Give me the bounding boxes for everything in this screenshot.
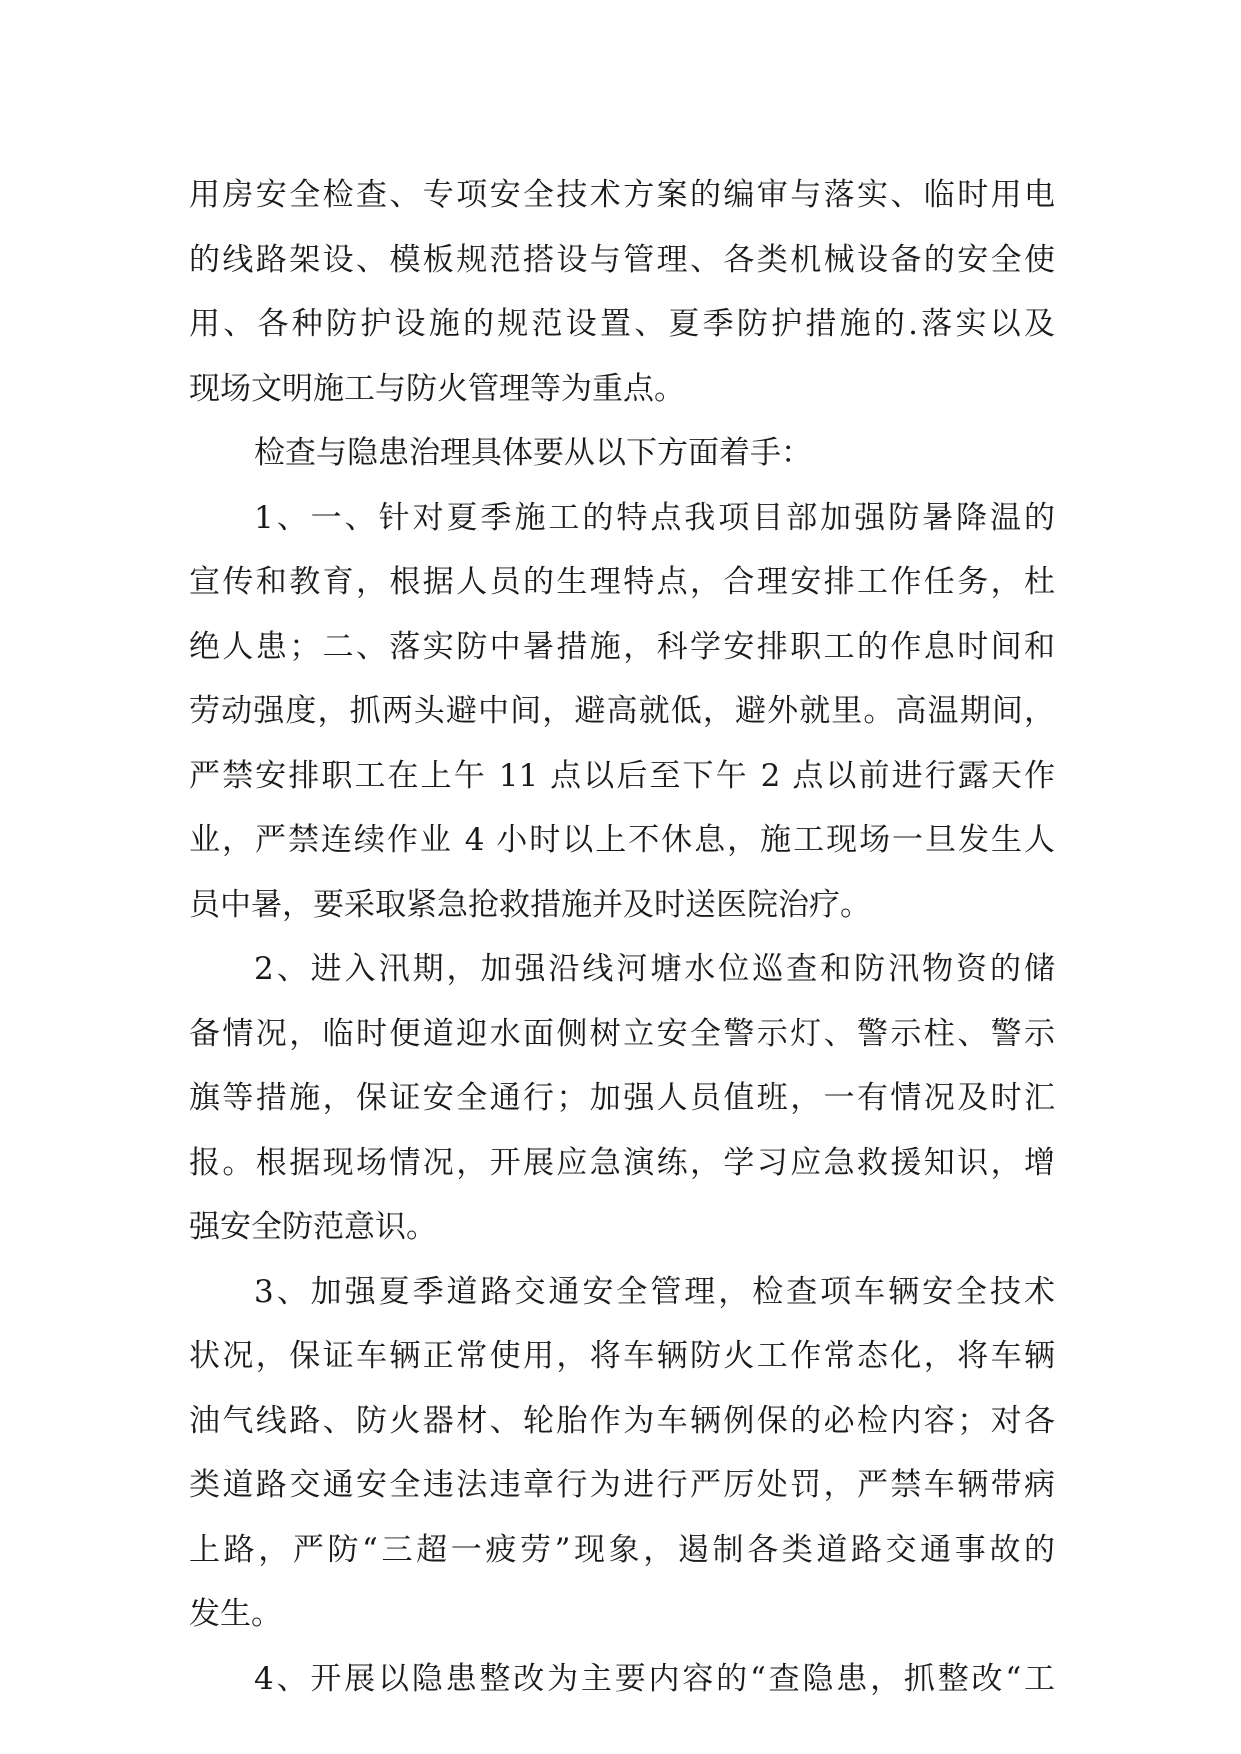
text-line: 劳动强度，抓两头避中间，避高就低，避外就里。高温期间， — [189, 693, 1055, 729]
text-line: 业，严禁连续作业 4 小时以上不休息，施工现场一旦发生人 — [189, 822, 1055, 858]
text-line: 用房安全检查、专项安全技术方案的编审与落实、临时用电 — [189, 177, 1055, 213]
paragraph-heading: 检查与隐患治理具体要从以下方面着手： — [254, 435, 812, 471]
text-line: 发生。 — [189, 1596, 282, 1632]
text-line: 现场文明施工与防火管理等为重点。 — [189, 370, 685, 407]
text-line: 1、一、针对夏季施工的特点我项目部加强防暑降温的 — [254, 499, 1055, 536]
text-line: 员中暑，要采取紧急抢救措施并及时送医院治疗。 — [189, 886, 871, 923]
text-line: 状况，保证车辆正常使用，将车辆防火工作常态化，将车辆 — [189, 1338, 1055, 1374]
text-line: 绝人患；二、落实防中暑措施，科学安排职工的作息时间和 — [189, 628, 1055, 665]
text-line: 严禁安排职工在上午 11 点以后至下午 2 点以前进行露天作 — [189, 757, 1055, 794]
text-line: 4、开展以隐患整改为主要内容的“查隐患，抓整改“工 — [254, 1660, 1055, 1697]
text-line: 用、各种防护设施的规范设置、夏季防护措施的.落实以及 — [189, 306, 1055, 342]
text-line: 类道路交通安全违法违章行为进行严厉处罚，严禁车辆带病 — [189, 1467, 1055, 1503]
text-line: 3、加强夏季道路交通安全管理，检查项车辆安全技术 — [254, 1273, 1055, 1310]
text-line: 2、进入汛期，加强沿线河塘水位巡查和防汛物资的储 — [254, 951, 1055, 987]
document-body — [189, 163, 1055, 1711]
text-line: 备情况，临时便道迎水面侧树立安全警示灯、警示柱、警示 — [189, 1015, 1055, 1052]
text-line: 报。根据现场情况，开展应急演练，学习应急救援知识，增 — [189, 1144, 1055, 1181]
text-line: 的线路架设、模板规范搭设与管理、各类机械设备的安全使 — [189, 241, 1055, 278]
text-line: 油气线路、防火器材、轮胎作为车辆例保的必检内容；对各 — [189, 1402, 1055, 1439]
text-line: 上路，严防“三超一疲劳”现象，遏制各类道路交通事故的 — [189, 1531, 1055, 1568]
text-line: 宣传和教育，根据人员的生理特点，合理安排工作任务，杜 — [189, 564, 1055, 600]
text-line: 旗等措施，保证安全通行；加强人员值班，一有情况及时汇 — [189, 1080, 1055, 1116]
text-line: 强安全防范意识。 — [189, 1209, 437, 1245]
